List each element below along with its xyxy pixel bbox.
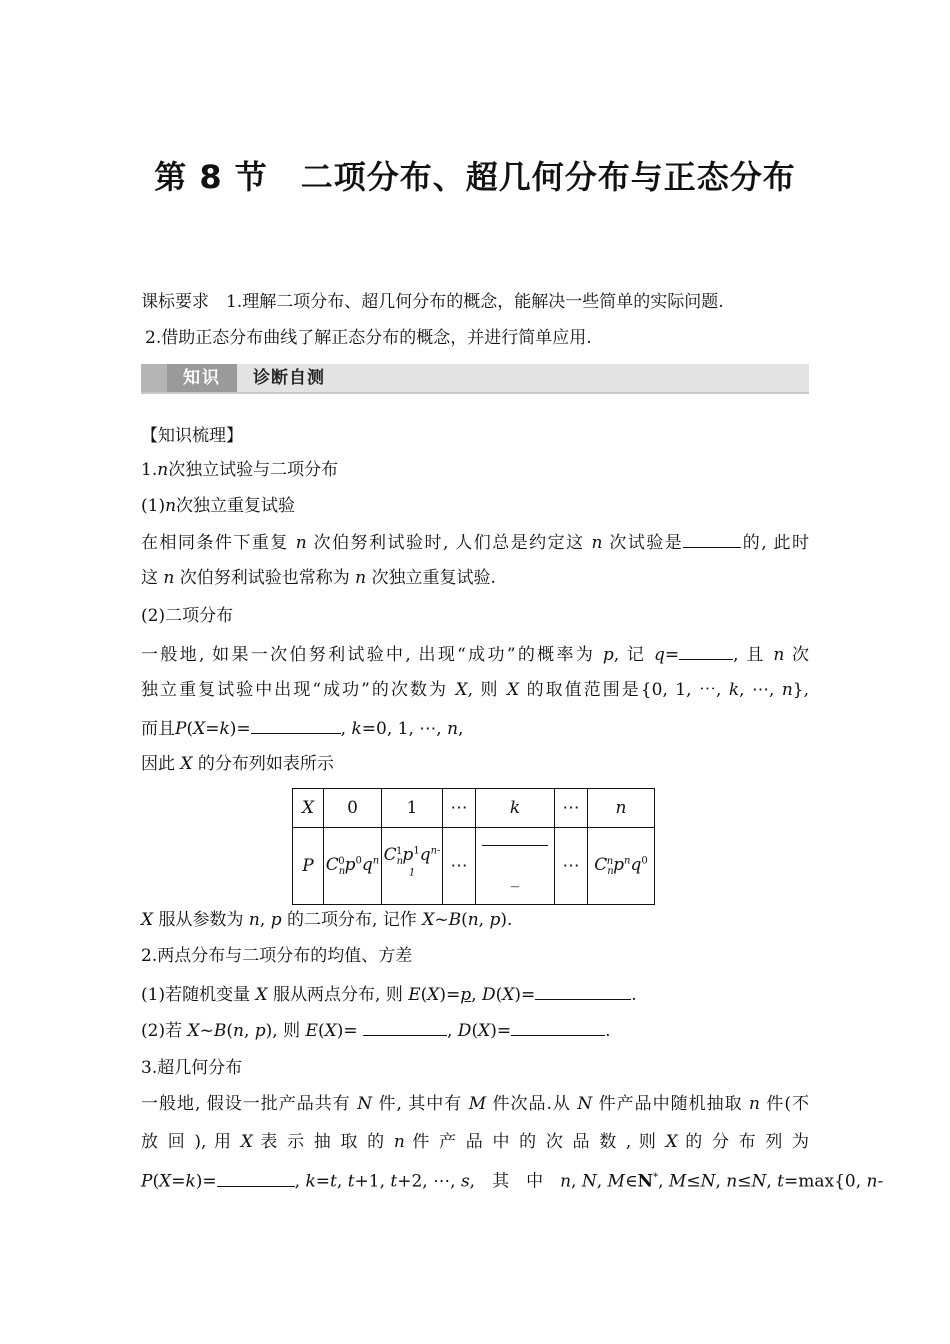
s2-line1: (1)若随机变量 X 服从两点分布, 则 E(X)=p, D(X)= . [141, 982, 637, 1007]
table-cell: k [476, 789, 555, 828]
requirements-line-2: 2.借助正态分布曲线了解正态分布的概念，并进行简单应用. [145, 328, 592, 348]
table-cell: ⋯ [555, 828, 588, 905]
s3-line1: 一般地, 假设一批产品共有 N 件, 其中有 M 件次品.从 N 件产品中随机抽取 n 件(不 [141, 1094, 810, 1114]
table-cell: 1 [382, 789, 443, 828]
banner-stripe [141, 364, 167, 392]
requirements-line-1: 课标要求 1.理解二项分布、超几何分布的概念，能解决一些简单的实际问题. [141, 292, 724, 312]
s1-para5: 而且P(X=k)= , k=0, 1, ⋯, n, [141, 716, 463, 741]
section-banner [141, 364, 809, 394]
s1-sub2: (2)二项分布 [141, 606, 234, 626]
table-row [293, 828, 655, 905]
s1-sub1: (1)n次独立重复试验 [141, 496, 296, 516]
distribution-table [292, 788, 655, 905]
s1-heading: 1.n次独立试验与二项分布 [141, 460, 339, 480]
table-cell: ⋯ [555, 789, 588, 828]
s1-para4: 独立重复试验中出现“成功”的次数为 X, 则 X 的取值范围是{0, 1, ⋯, k, ⋯, n}, [141, 680, 810, 700]
s3-heading: 3.超几何分布 [141, 1058, 243, 1078]
s1-para2: 这 n 次伯努利试验也常称为 n 次独立重复试验. [141, 568, 496, 588]
s2-line2: (2)若 X~B(n, p), 则 E(X)= , D(X)= . [141, 1018, 610, 1043]
table-cell: ⋯ [443, 789, 476, 828]
table-cell: n [588, 789, 655, 828]
page-title: 第 8 节 二项分布、超几何分布与正态分布 [154, 158, 796, 196]
s1-para1: 在相同条件下重复 n 次伯努利试验时, 人们总是约定这 n 次试验是 的, 此时 [141, 530, 809, 555]
s3-line2: 放 回 ), 用 X 表 示 抽 取 的 n 件 产 品 中 的 次 品 数 , 则 X 的 分 布 列 为 [141, 1132, 810, 1152]
banner-text: 诊断自测 [253, 368, 325, 388]
s1-para3: 一般地, 如果一次伯努利试验中, 出现“成功”的概率为 p, 记 q= , 且 n 次 [141, 642, 809, 667]
table-cell-x-label: X [293, 789, 324, 828]
s1-para7: X 服从参数为 n, p 的二项分布, 记作 X~B(n, p). [141, 910, 513, 930]
table-cell-prob-1: $C_n^1p^1q^{n-1}$ [382, 828, 443, 905]
table-row [293, 789, 655, 828]
table-cell: ⋯ [443, 828, 476, 905]
s3-line3: P(X=k)= , k=t, t+1, t+2, ⋯, s, 其 中 n, N, M∈N*, M≤N, n≤N, t=max{0, n- [141, 1166, 883, 1194]
banner-tag: 知识 [167, 364, 237, 392]
table-cell-prob-0: $C_n^0p^0q^n$ [324, 828, 382, 905]
s2-heading: 2.两点分布与二项分布的均值、方差 [141, 946, 413, 966]
table-cell: 0 [324, 789, 382, 828]
table-cell-prob-k: _ [476, 828, 555, 905]
s1-para6: 因此 X 的分布列如表所示 [141, 754, 334, 774]
table-cell-prob-n: $C_n^np^nq^0$ [588, 828, 655, 905]
table-cell-p-label: P [293, 828, 324, 905]
section-header: 【知识梳理】 [141, 426, 243, 446]
